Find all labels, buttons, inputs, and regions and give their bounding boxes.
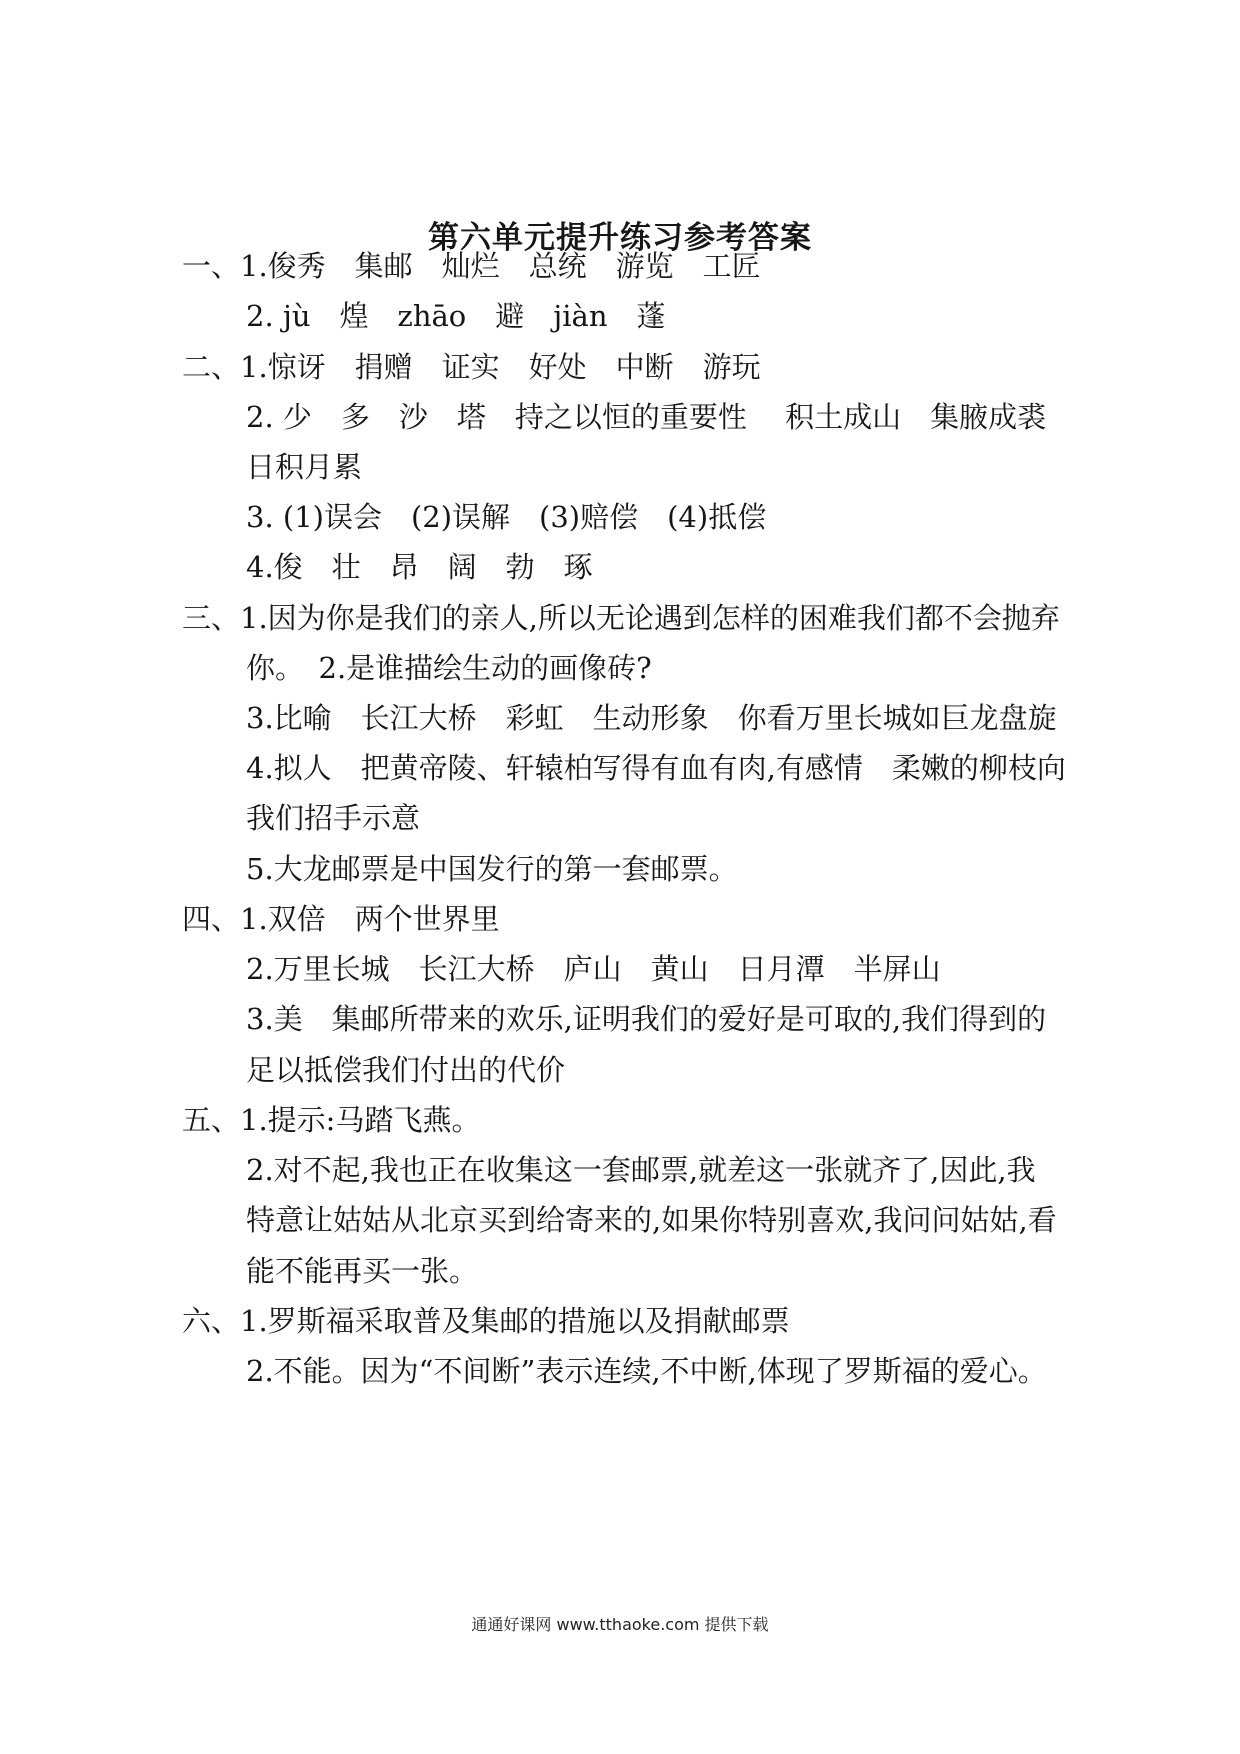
answer-line: 二、1.惊讶 捐赠 证实 好处 中断 游玩 <box>182 350 761 384</box>
answer-line: 三、1.因为你是我们的亲人,所以无论遇到怎样的困难我们都不会抛弃 <box>182 601 1060 635</box>
answer-line: 3.比喻 长江大桥 彩虹 生动形象 你看万里长城如巨龙盘旋 <box>246 701 1057 735</box>
answer-line: 2.万里长城 长江大桥 庐山 黄山 日月潭 半屏山 <box>246 952 941 986</box>
answer-line: 2.对不起,我也正在收集这一套邮票,就差这一张就齐了,因此,我 <box>246 1153 1036 1187</box>
answer-line: 3. (1)误会 (2)误解 (3)赔偿 (4)抵偿 <box>246 500 767 534</box>
answer-line: 2.不能。因为“不间断”表示连续,不中断,体现了罗斯福的爱心。 <box>246 1354 1047 1388</box>
answer-line: 足以抵偿我们付出的代价 <box>246 1053 566 1087</box>
answer-line: 4.拟人 把黄帝陵、轩辕柏写得有血有肉,有感情 柔嫩的柳枝向 <box>246 751 1066 785</box>
answer-line: 3.美 集邮所带来的欢乐,证明我们的爱好是可取的,我们得到的 <box>246 1002 1047 1036</box>
footer-credit: 通通好课网 www.tthaoke.com 提供下载 <box>471 1615 769 1634</box>
answer-line: 5.大龙邮票是中国发行的第一套邮票。 <box>246 852 738 886</box>
answer-line: 你。 2.是谁描绘生动的画像砖? <box>246 651 652 685</box>
answer-line: 4.俊 壮 昂 阔 勃 琢 <box>246 550 593 584</box>
page-title: 第六单元提升练习参考答案 <box>428 220 812 256</box>
answer-line: 我们招手示意 <box>246 801 421 835</box>
answer-line: 六、1.罗斯福采取普及集邮的措施以及捐献邮票 <box>182 1304 790 1338</box>
answer-line: 日积月累 <box>246 450 363 484</box>
answer-line: 五、1.提示:马踏飞燕。 <box>182 1103 481 1137</box>
answer-line: 2. jù 煌 zhāo 避 jiàn 蓬 <box>246 299 666 333</box>
answer-line: 一、1.俊秀 集邮 灿烂 总统 游览 工匠 <box>182 249 761 283</box>
answer-line: 能不能再买一张。 <box>246 1254 479 1288</box>
answer-line: 2. 少 多 沙 塔 持之以恒的重要性 积土成山 集腋成裘 <box>246 400 1047 434</box>
answer-line: 特意让姑姑从北京买到给寄来的,如果你特别喜欢,我问问姑姑,看 <box>246 1203 1057 1237</box>
answer-line: 四、1.双倍 两个世界里 <box>182 902 500 936</box>
